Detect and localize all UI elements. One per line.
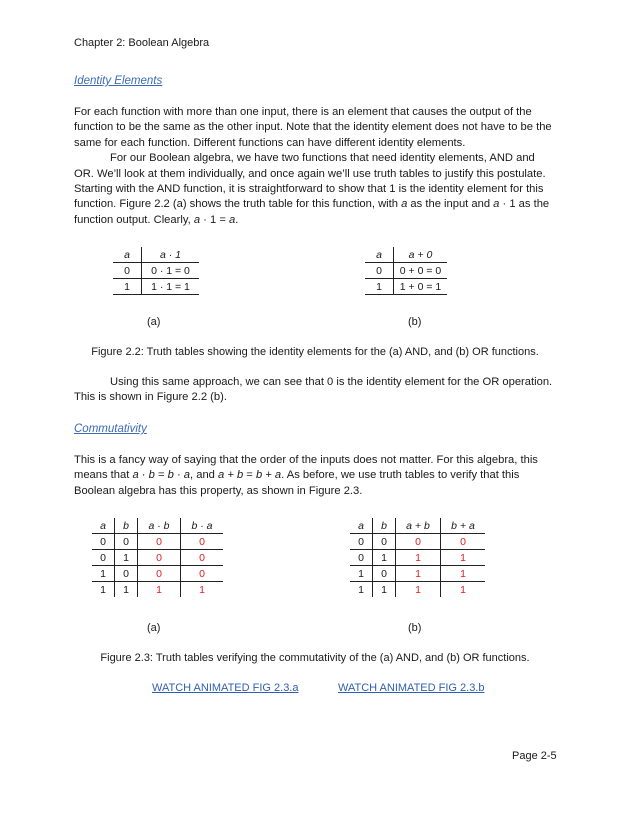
table-cell: 1: [460, 583, 466, 596]
col-header: a + 0: [394, 247, 448, 263]
table-row: [350, 566, 485, 582]
table-cell: 1: [441, 550, 486, 566]
identity-p2: For our Boolean algebra, we have two functions that need identity elements, AND and OR. We’ll look at them individually, and once again we’ll use truth tables to justify this postulate. Starting with the AND function, it is straightforward to show that 1 is the identity element for this function. Figure 2.2 (a) shows the truth table for this function, with a as the input and a · 1 as the function output. Clearly, a · 1 = a.: [74, 152, 550, 226]
table-cell: 0 + 0 = 0: [394, 263, 448, 279]
table-cell: 0: [181, 550, 224, 566]
fig23-label-a: (a): [147, 622, 161, 634]
table-cell: 0: [138, 534, 181, 550]
watch-fig-2-3-b-link[interactable]: WATCH ANIMATED FIG 2.3.b: [338, 682, 485, 694]
table-row: [365, 263, 447, 279]
table-cell: 0: [373, 534, 396, 550]
table-cell: 0: [373, 566, 396, 582]
col-header: a: [92, 518, 115, 534]
table-cell: 0 · 1 = 0: [142, 263, 200, 279]
table-row: [365, 279, 447, 295]
table-cell: 1: [138, 582, 181, 598]
page-number: Page 2-5: [512, 750, 557, 762]
table-cell: 0: [92, 534, 115, 550]
table-row: [113, 263, 199, 279]
col-header: a · 1: [142, 247, 200, 263]
col-header: a: [350, 518, 373, 534]
table-cell: 1: [396, 550, 441, 566]
table-cell: 0: [365, 263, 394, 279]
table-cell: 0: [115, 534, 138, 550]
commutativity-heading[interactable]: Commutativity: [74, 423, 147, 435]
table-cell: 1: [396, 582, 441, 598]
fig23-label-b: (b): [408, 622, 422, 634]
table-cell: 0: [441, 534, 486, 550]
table-row: [113, 279, 199, 295]
table-cell: 0: [350, 550, 373, 566]
fig22-label-b: (b): [408, 316, 422, 328]
col-header: a · b: [138, 518, 181, 534]
table-cell: 1: [365, 279, 394, 295]
table-cell: 1: [373, 550, 396, 566]
table-row: [92, 582, 223, 598]
table-row: [350, 582, 485, 598]
table-cell: 1: [350, 582, 373, 598]
or-identity-table: [365, 247, 447, 295]
table-cell: 0: [115, 566, 138, 582]
identity-elements-heading[interactable]: Identity Elements: [74, 75, 163, 87]
identity-paragraph: [74, 105, 554, 228]
or-identity-paragraph: Using this same approach, we can see that 0 is the identity element for the OR operation. This is shown in Figure 2.2 (b).: [74, 376, 553, 404]
table-cell: 1 + 0 = 1: [394, 279, 448, 295]
table-cell: 1: [396, 566, 441, 582]
or-commutativity-table: [350, 518, 485, 597]
table-cell: 1: [115, 550, 138, 566]
watch-fig-2-3-a-link[interactable]: WATCH ANIMATED FIG 2.3.a: [152, 682, 299, 694]
and-commutativity-table: [92, 518, 223, 597]
col-header: b + a: [441, 518, 486, 534]
table-cell: 0: [181, 534, 224, 550]
col-header: a: [365, 247, 394, 263]
table-row: [92, 550, 223, 566]
col-header: a + b: [396, 518, 441, 534]
table-cell: 0: [92, 550, 115, 566]
table-cell: 1 · 1 = 1: [142, 279, 200, 295]
col-header: b: [115, 518, 138, 534]
fig22-label-a: (a): [147, 316, 161, 328]
table-cell: 0: [396, 534, 441, 550]
table-cell: 0: [113, 263, 142, 279]
fig22-caption: Figure 2.2: Truth tables showing the identity elements for the (a) AND, and (b) OR functions.: [91, 346, 539, 358]
fig23-caption: Figure 2.3: Truth tables verifying the commutativity of the (a) AND, and (b) OR functions.: [100, 652, 530, 664]
table-row: [350, 550, 485, 566]
table-cell: 0: [138, 566, 181, 582]
table-cell: 0: [138, 550, 181, 566]
commutativity-paragraph: This is a fancy way of saying that the order of the inputs does not matter. For this algebra, this means that a · b = b · a, and a + b = b + a. As before, we use truth tables to verify that this Boolean algebra has this property, as shown in Figure 2.3.: [74, 454, 538, 497]
table-cell: 1: [92, 582, 115, 598]
and-identity-table: [113, 247, 199, 295]
table-cell: 0: [350, 534, 373, 550]
identity-p1: For each function with more than one input, there is an element that causes the output of the function to be the same as the other input. Note that the identity element does not have to be the same for each function. Different functions can have different identity elements.: [74, 106, 552, 149]
col-header: a: [113, 247, 142, 263]
table-cell: 1: [113, 279, 142, 295]
table-cell: 1: [92, 566, 115, 582]
page-header: Chapter 2: Boolean Algebra: [74, 37, 210, 49]
table-cell: 1: [350, 566, 373, 582]
table-cell: 0: [181, 566, 224, 582]
col-header: b: [373, 518, 396, 534]
table-cell: 1: [115, 582, 138, 598]
table-cell: 1: [441, 566, 486, 582]
table-row: [92, 534, 223, 550]
table-cell: 1: [373, 582, 396, 598]
col-header: b · a: [181, 518, 224, 534]
table-row: [92, 566, 223, 582]
table-row: [350, 534, 485, 550]
table-cell: 1: [199, 583, 205, 596]
